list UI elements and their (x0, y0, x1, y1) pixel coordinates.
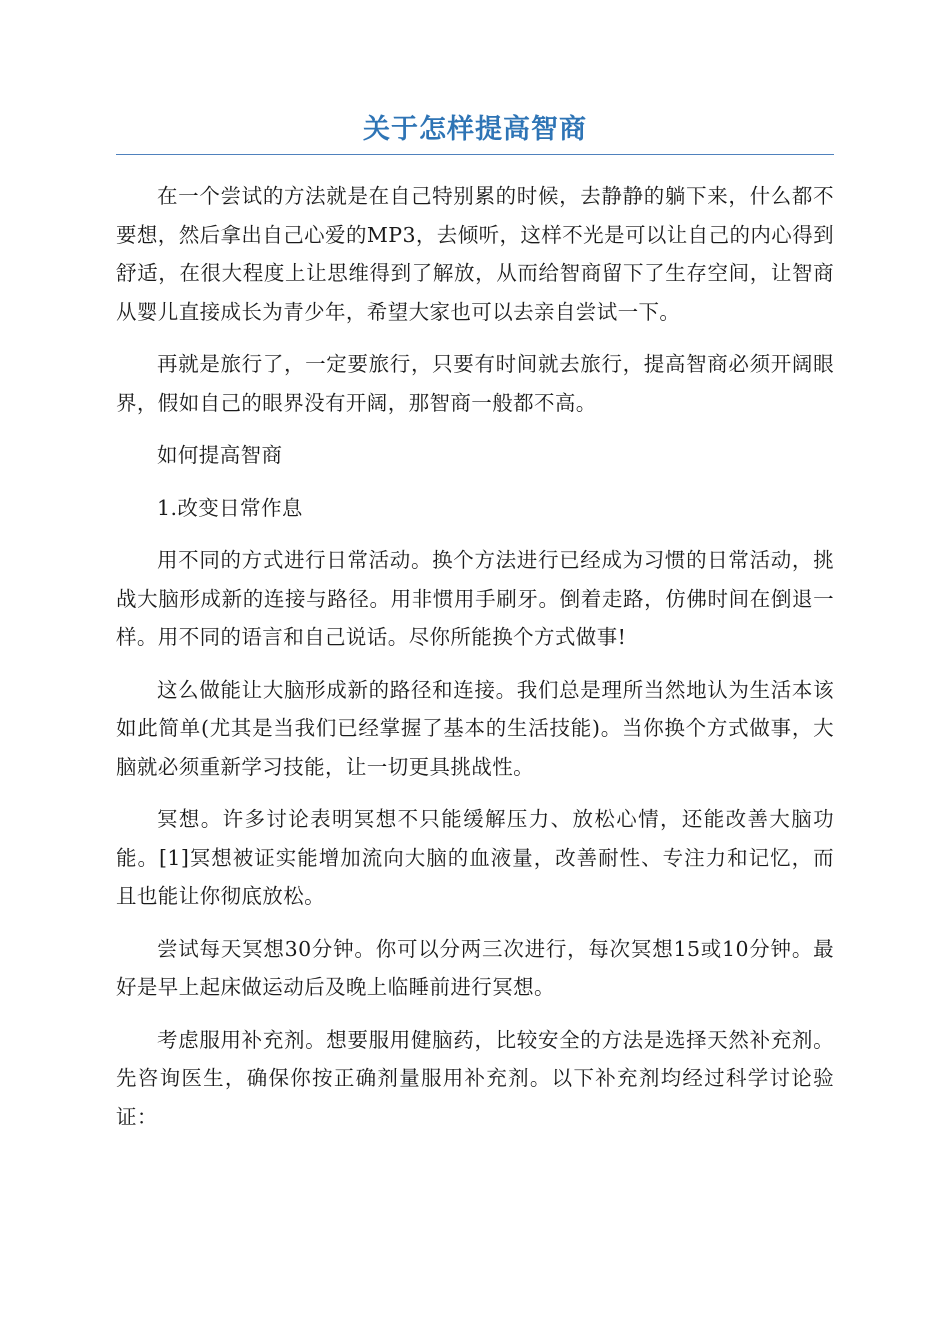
paragraph-relax-music: 在一个尝试的方法就是在自己特别累的时候，去静静的躺下来，什么都不要想，然后拿出自己心爱的MP3，去倾听，这样不光是可以让自己的内心得到舒适，在很大程度上让思维得到了解放，从而给智商留下了生存空间，让智商从婴儿直接成长为青少年，希望大家也可以去亲自尝试一下。 (116, 184, 834, 324)
paragraph-meditation: 冥想。许多讨论表明冥想不只能缓解压力、放松心情，还能改善大脑功能。[1]冥想被证实能增加流向大脑的血液量，改善耐性、专注力和记忆，而且也能让你彻底放松。 (116, 807, 834, 908)
document-page (116, 108, 834, 1150)
paragraph-different-ways: 用不同的方式进行日常活动。换个方法进行已经成为习惯的日常活动，挑战大脑形成新的连接与路径。用非惯用手刷牙。倒着走路，仿佛时间在倒退一样。用不同的语言和自己说话。尽你所能换个方式做事! (116, 548, 834, 649)
title-underline (116, 154, 834, 155)
paragraph-travel: 再就是旅行了，一定要旅行，只要有时间就去旅行，提高智商必须开阔眼界，假如自己的眼界没有开阔，那智商一般都不高。 (116, 352, 834, 415)
paragraph-new-pathways: 这么做能让大脑形成新的路径和连接。我们总是理所当然地认为生活本该如此简单(尤其是当我们已经掌握了基本的生活技能)。当你换个方式做事，大脑就必须重新学习技能，让一切更具挑战性。 (116, 677, 834, 779)
section-heading-change-routine: 1.改变日常作息 (157, 495, 303, 520)
paragraph-supplements: 考虑服用补充剂。想要服用健脑药，比较安全的方法是选择天然补充剂。先咨询医生，确保你按正确剂量服用补充剂。以下补充剂均经过科学讨论验证： (116, 1027, 834, 1129)
section-heading-how-to: 如何提高智商 (157, 443, 283, 467)
document-title: 关于怎样提高智商 (363, 114, 587, 145)
paragraph-meditation-schedule: 尝试每天冥想30分钟。你可以分两三次进行，每次冥想15或10分钟。最好是早上起床做运动后及晚上临睡前进行冥想。 (116, 936, 834, 999)
